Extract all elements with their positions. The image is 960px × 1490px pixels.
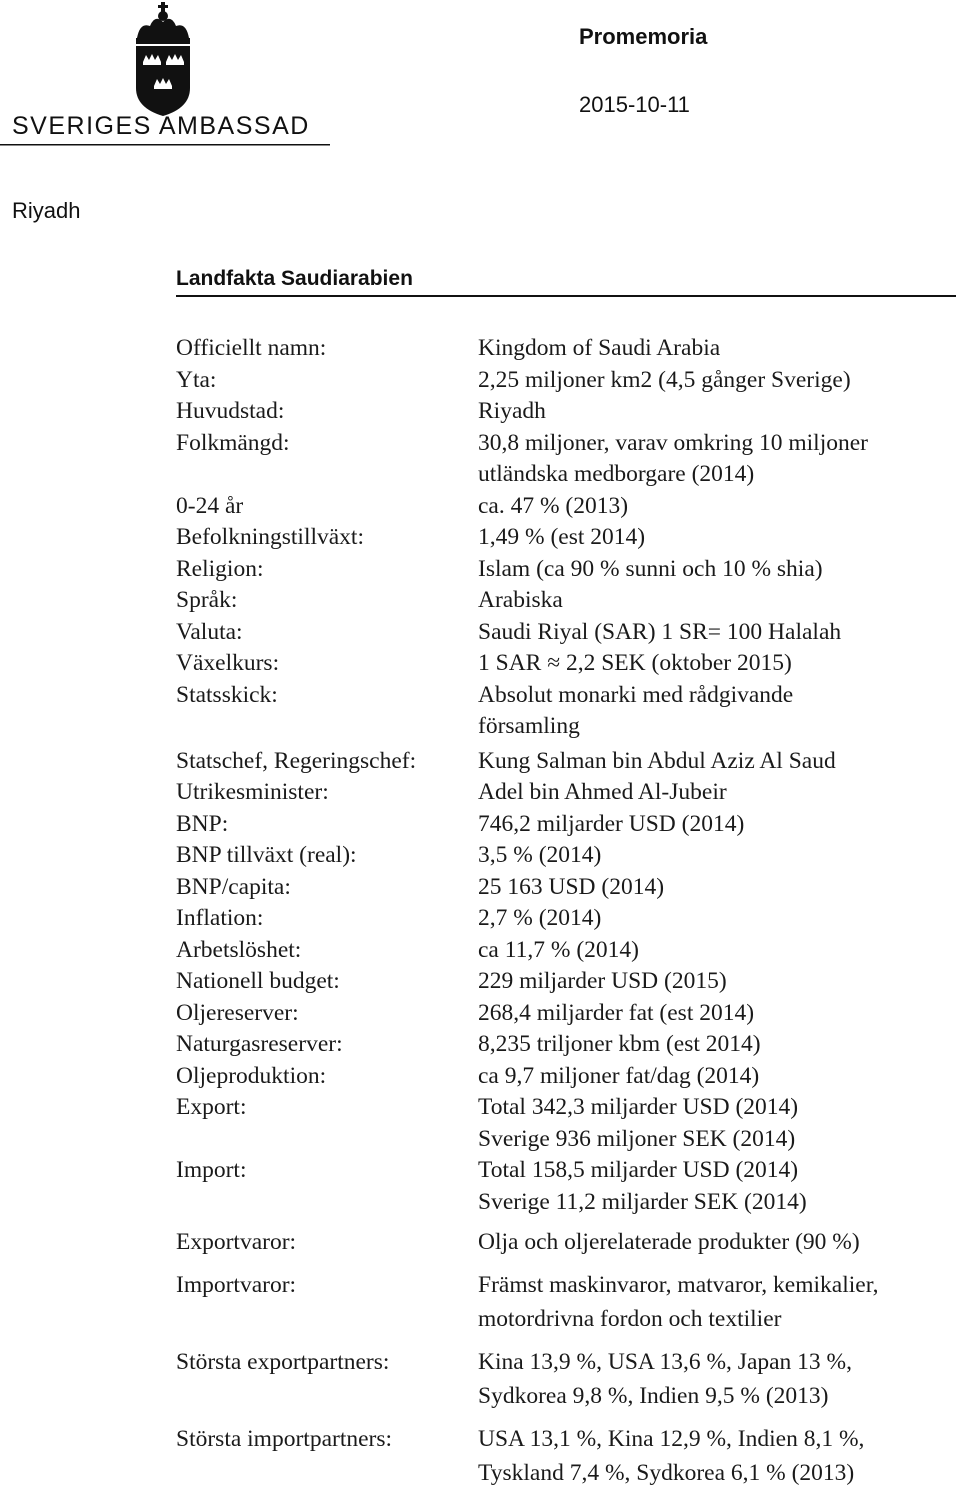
fact-value <box>478 1029 956 1061</box>
fact-label: Största exportpartners: <box>176 1348 390 1375</box>
fact-value-line: Sverige 936 miljoner SEK (2014) <box>478 1125 796 1152</box>
fact-value <box>478 935 956 967</box>
fact-value-line: utländska medborgare (2014) <box>478 461 755 487</box>
fact-label: Nationell budget: <box>176 968 340 994</box>
fact-value-line: Total 342,3 miljarder USD (2014) <box>478 1094 799 1120</box>
fact-label: Arbetslöshet: <box>176 936 302 963</box>
fact-value <box>478 333 956 365</box>
fact-row-oil-production <box>176 1061 956 1093</box>
fact-value <box>478 396 956 428</box>
fact-value-line: Total 158,5 miljarder USD (2014) <box>478 1157 799 1183</box>
fact-label: Utrikesminister: <box>176 779 329 805</box>
fact-label: Import: <box>176 1157 247 1183</box>
page-title: Landfakta Saudiarabien <box>176 267 413 290</box>
fact-value <box>478 428 956 491</box>
fact-label: BNP tillväxt (real): <box>176 842 357 868</box>
fact-value <box>478 1227 956 1259</box>
fact-value <box>478 966 956 998</box>
fact-row-religion <box>176 554 956 586</box>
fact-value-line: 2,25 miljoner km2 (4,5 gånger Sverige) <box>478 366 851 393</box>
fact-value-line: 1 SAR ≈ 2,2 SEK (oktober 2015) <box>478 650 792 676</box>
fact-value-line: 229 miljarder USD (2015) <box>478 968 727 994</box>
fact-label: Befolkningstillväxt: <box>176 524 364 550</box>
fact-value-line: Absolut monarki med rådgivande <box>478 681 794 708</box>
fact-value-line: Riyadh <box>478 398 546 424</box>
fact-row-export-goods <box>176 1227 956 1259</box>
fact-value-line: Adel bin Ahmed Al-Jubeir <box>478 779 727 805</box>
fact-value <box>478 585 956 617</box>
fact-label: Naturgasreserver: <box>176 1031 343 1057</box>
fact-value <box>478 777 956 809</box>
fact-label: Importvaror: <box>176 1271 297 1298</box>
fact-row-export-partners <box>176 1345 956 1413</box>
fact-label: Valuta: <box>176 618 243 645</box>
fact-value-line: motordrivna fordon och textilier <box>478 1305 782 1332</box>
fact-row-age-0-24 <box>176 491 956 523</box>
fact-value-line: Tyskland 7,4 %, Sydkorea 6,1 % (2013) <box>478 1459 855 1486</box>
title-divider <box>176 295 956 297</box>
embassy-name: SVERIGES AMBASSAD <box>12 112 310 140</box>
fact-value-line: ca. 47 % (2013) <box>478 492 629 519</box>
fact-row-oil-reserves <box>176 998 956 1030</box>
fact-row-gdp-per-capita <box>176 872 956 904</box>
fact-value <box>478 746 956 778</box>
fact-value <box>478 617 956 649</box>
fact-value-line: Kung Salman bin Abdul Aziz Al Saud <box>478 747 836 774</box>
fact-row-import <box>176 1155 956 1218</box>
fact-row-head-of-state <box>176 746 956 778</box>
fact-row-official-name <box>176 333 956 365</box>
document-type: Promemoria <box>579 24 708 49</box>
fact-value-line: församling <box>478 713 580 739</box>
fact-row-national-budget <box>176 966 956 998</box>
fact-value-line: Främst maskinvaror, matvaror, kemikalier, <box>478 1271 879 1298</box>
fact-value-line: Sverige 11,2 miljarder SEK (2014) <box>478 1188 807 1215</box>
fact-value <box>478 491 956 523</box>
fact-label: Exportvaror: <box>176 1229 297 1255</box>
fact-row-gdp <box>176 809 956 841</box>
fact-row-export <box>176 1092 956 1155</box>
fact-row-population-growth <box>176 522 956 554</box>
fact-label: Växelkurs: <box>176 650 280 676</box>
document-date: 2015-10-11 <box>579 92 690 117</box>
fact-label: Statsskick: <box>176 681 278 708</box>
fact-label: Religion: <box>176 555 264 582</box>
fact-row-unemployment <box>176 935 956 967</box>
fact-value-line: 1,49 % (est 2014) <box>478 524 646 550</box>
fact-row-government <box>176 680 956 743</box>
fact-value <box>478 998 956 1030</box>
fact-value-line: Sydkorea 9,8 %, Indien 9,5 % (2013) <box>478 1382 829 1409</box>
fact-row-gas-reserves <box>176 1029 956 1061</box>
fact-value-line: 30,8 miljoner, varav omkring 10 miljoner <box>478 429 868 456</box>
fact-label: Inflation: <box>176 905 264 931</box>
fact-value <box>478 365 956 397</box>
fact-value <box>478 903 956 935</box>
fact-row-exchange-rate <box>176 648 956 680</box>
fact-label: Språk: <box>176 587 238 613</box>
fact-label: Oljeproduktion: <box>176 1062 327 1089</box>
fact-value <box>478 840 956 872</box>
fact-row-population <box>176 428 956 491</box>
fact-row-language <box>176 585 956 617</box>
fact-row-import-goods <box>176 1268 956 1336</box>
fact-value-line: Kingdom of Saudi Arabia <box>478 335 721 361</box>
fact-row-area <box>176 365 956 397</box>
facts-table <box>176 333 956 1490</box>
fact-value <box>478 872 956 904</box>
fact-row-capital <box>176 396 956 428</box>
fact-value-line: Saudi Riyal (SAR) 1 SR= 100 Halalah <box>478 618 842 645</box>
fact-value <box>478 1092 956 1155</box>
fact-value <box>478 809 956 841</box>
fact-value-line: 25 163 USD (2014) <box>478 873 665 900</box>
fact-row-inflation <box>176 903 956 935</box>
fact-label: BNP: <box>176 810 229 837</box>
fact-value-line: 3,5 % (2014) <box>478 842 602 868</box>
fact-row-gdp-growth <box>176 840 956 872</box>
fact-value-line: 746,2 miljarder USD (2014) <box>478 810 745 837</box>
fact-value <box>478 680 956 743</box>
fact-value <box>478 1061 956 1093</box>
embassy-logo <box>0 0 340 150</box>
fact-label: 0-24 år <box>176 492 244 519</box>
fact-value <box>478 522 956 554</box>
fact-value-line: Olja och oljerelaterade produkter (90 %) <box>478 1229 860 1255</box>
fact-label: Huvudstad: <box>176 398 285 424</box>
fact-value-line: 2,7 % (2014) <box>478 905 602 931</box>
fact-value-line: ca 9,7 miljoner fat/dag (2014) <box>478 1062 760 1089</box>
fact-row-foreign-minister <box>176 777 956 809</box>
fact-value <box>478 1345 956 1413</box>
fact-label: Statschef, Regeringschef: <box>176 747 417 774</box>
fact-value-line: 268,4 miljarder fat (est 2014) <box>478 999 755 1026</box>
fact-value-line: Arabiska <box>478 587 563 613</box>
fact-label: Oljereserver: <box>176 999 299 1026</box>
fact-label: Folkmängd: <box>176 429 290 456</box>
fact-label: Yta: <box>176 366 217 393</box>
fact-label: Största importpartners: <box>176 1425 393 1452</box>
fact-row-currency <box>176 617 956 649</box>
fact-value-line: Islam (ca 90 % sunni och 10 % shia) <box>478 555 823 582</box>
location-label: Riyadh <box>12 198 81 223</box>
fact-value <box>478 1268 956 1336</box>
fact-value-line: 8,235 triljoner kbm (est 2014) <box>478 1031 761 1057</box>
fact-value <box>478 554 956 586</box>
fact-value-line: USA 13,1 %, Kina 12,9 %, Indien 8,1 %, <box>478 1425 865 1452</box>
fact-label: Officiellt namn: <box>176 335 327 361</box>
fact-value <box>478 648 956 680</box>
fact-value-line: ca 11,7 % (2014) <box>478 936 639 963</box>
fact-value <box>478 1155 956 1218</box>
fact-label: Export: <box>176 1094 247 1120</box>
fact-label: BNP/capita: <box>176 873 291 900</box>
fact-value-line: Kina 13,9 %, USA 13,6 %, Japan 13 %, <box>478 1348 853 1375</box>
